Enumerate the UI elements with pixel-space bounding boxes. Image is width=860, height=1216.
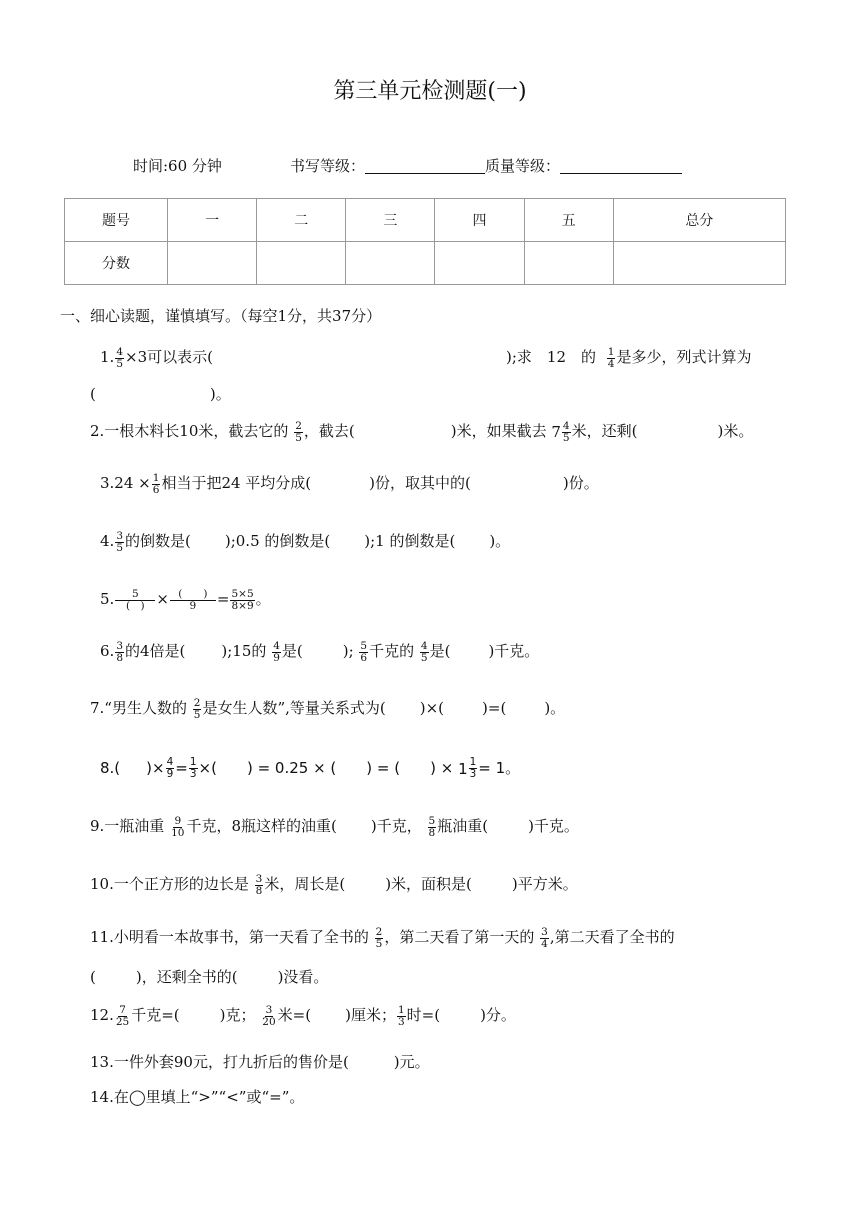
fraction xyxy=(170,589,216,612)
q1-text: ( xyxy=(90,385,96,403)
fraction xyxy=(115,347,124,370)
q9-text: 千克，8瓶这样的油重( xyxy=(186,817,337,835)
question-8 xyxy=(100,757,520,780)
q2-text: 米，还剩( xyxy=(571,422,638,440)
q12-text: )克； xyxy=(219,1006,256,1024)
q12-text: 千克=( xyxy=(131,1006,180,1024)
fraction xyxy=(115,531,124,554)
denominator: 6 xyxy=(360,651,368,664)
q8-text: = 1。 xyxy=(478,759,521,777)
fraction xyxy=(375,927,384,950)
numerator: 7 xyxy=(119,1003,126,1016)
numerator: 4 xyxy=(116,345,123,358)
score-cell[interactable] xyxy=(613,242,785,285)
q6-text: )千克。 xyxy=(488,642,540,660)
quality-grade-label: 质量等级： xyxy=(485,157,561,175)
fraction xyxy=(152,473,161,496)
fraction xyxy=(261,1005,276,1028)
q10-text: 10.一个正方形的边长是 xyxy=(90,875,249,893)
q12-text: )厘米； xyxy=(345,1006,396,1024)
q6-text: 是( xyxy=(281,642,303,660)
q7-text: )。 xyxy=(544,699,566,717)
numerator: 4 xyxy=(420,639,428,652)
q12-text: 12. xyxy=(90,1006,114,1024)
q11-text: )没看。 xyxy=(277,968,329,986)
q12-text: 米=( xyxy=(277,1006,312,1024)
question-12 xyxy=(90,1004,516,1028)
numerator: 1 xyxy=(189,756,197,768)
q7-text: 是女生人数”,等量关系式为( xyxy=(202,699,386,717)
denominator: 5 xyxy=(193,708,201,721)
denominator: 5 xyxy=(562,431,570,444)
q8-text: ) = ( xyxy=(366,759,401,777)
denominator: 5 xyxy=(420,651,428,664)
q8-text: = xyxy=(175,759,188,777)
score-cell[interactable] xyxy=(257,242,346,285)
table-row-label: 分数 xyxy=(65,242,168,285)
time-info: 时间:60 分钟 xyxy=(133,157,222,175)
q11-text: 11.小明看一本故事书，第一天看了全书的 xyxy=(90,928,369,946)
denominator: 10 xyxy=(171,826,185,839)
question-4 xyxy=(100,530,510,554)
table-header-cell: 题号 xyxy=(65,199,168,242)
section-1-heading: 一、细心读题，谨慎填写。（每空1分，共37分） xyxy=(60,307,382,325)
denominator: 4 xyxy=(541,937,548,950)
numerator: 3 xyxy=(541,925,548,938)
numerator: 5 xyxy=(115,589,155,601)
numerator: 3 xyxy=(116,529,123,542)
question-1-line2 xyxy=(90,383,231,404)
numerator: 1 xyxy=(469,756,477,768)
numerator: 5 xyxy=(360,639,368,652)
q8-text: 8.( xyxy=(100,759,121,777)
fraction xyxy=(115,1005,130,1028)
denominator: 20 xyxy=(262,1015,276,1028)
fraction xyxy=(115,641,124,664)
fraction xyxy=(469,757,478,780)
denominator: 9 xyxy=(273,651,280,664)
question-1-line1 xyxy=(100,346,213,370)
question-11-line1 xyxy=(90,926,675,950)
writing-grade-label: 书写等级： xyxy=(290,157,366,175)
numerator: ( ) xyxy=(170,589,216,601)
q6-text: 的4倍是( xyxy=(125,642,186,660)
q5-text: 5. xyxy=(100,590,115,608)
score-cell[interactable] xyxy=(435,242,524,285)
numerator: 1 xyxy=(152,471,160,484)
q3-text: 3.24 × xyxy=(100,474,151,492)
mixed-number xyxy=(551,421,571,444)
numerator: 5×5 xyxy=(231,587,254,600)
whole-part: 1 xyxy=(458,759,468,778)
fraction xyxy=(272,641,281,664)
q5-text: × xyxy=(156,590,169,608)
fraction xyxy=(166,757,175,780)
question-13: 13.一件外套90元，打九折后的售价是( )元。 xyxy=(90,1053,430,1071)
q1-text: ×3可以表示( xyxy=(125,348,213,366)
q1-text: 1. xyxy=(100,348,115,366)
denominator: 3 xyxy=(189,768,197,780)
denominator: 4 xyxy=(607,357,615,370)
q4-text: );0.5 的倒数是( xyxy=(224,532,331,550)
q11-text: )，还剩全书的( xyxy=(135,968,238,986)
numerator: 3 xyxy=(255,872,263,885)
question-11-line2 xyxy=(90,966,328,987)
denominator: 3 xyxy=(397,1015,405,1028)
fraction xyxy=(607,347,616,370)
q9-text: 瓶油重( xyxy=(437,817,489,835)
writing-grade-blank[interactable] xyxy=(365,157,485,174)
fraction xyxy=(562,421,571,444)
q4-text: 4. xyxy=(100,532,115,550)
table-header-cell: 二 xyxy=(257,199,346,242)
q8-text: ) × xyxy=(430,759,459,777)
fraction xyxy=(230,589,254,612)
score-cell[interactable] xyxy=(524,242,613,285)
question-9 xyxy=(90,815,579,839)
denominator: 8 xyxy=(428,826,436,839)
fraction xyxy=(255,874,264,897)
denominator: 6 xyxy=(152,483,160,496)
q1-text: 是多少，列式计算为 xyxy=(616,348,752,366)
score-cell[interactable] xyxy=(346,242,435,285)
fraction xyxy=(294,421,303,444)
q9-text: 9.一瓶油重 xyxy=(90,817,165,835)
q4-text: )。 xyxy=(489,532,511,550)
q8-text: )× xyxy=(146,759,165,777)
question-14: 14.在◯里填上“>”“<”或“=”。 xyxy=(90,1088,305,1106)
numerator: 2 xyxy=(295,419,302,432)
fraction xyxy=(170,816,185,839)
numerator: 2 xyxy=(193,696,201,709)
q4-text: );1 的倒数是( xyxy=(364,532,456,550)
q2-text: )米。 xyxy=(717,422,754,440)
q7-text: )×( xyxy=(419,699,445,717)
q8-text: ×( xyxy=(198,759,217,777)
fraction xyxy=(189,757,198,780)
fraction xyxy=(115,589,155,612)
denominator: 8×9 xyxy=(231,599,254,612)
q11-text: ( xyxy=(90,968,96,986)
q1-text: );求 12 的 xyxy=(506,348,596,366)
fraction xyxy=(420,641,429,664)
q6-text: 是( xyxy=(429,642,451,660)
q9-text: )千克， xyxy=(370,817,422,835)
q10-text: 米，周长是( xyxy=(264,875,346,893)
denominator: 8 xyxy=(255,884,263,897)
question-5 xyxy=(100,588,271,612)
page-title: 第三单元检测题(一) xyxy=(333,79,527,104)
numerator: 4 xyxy=(562,419,570,432)
q6-text: 千克的 xyxy=(369,642,415,660)
writing-grade xyxy=(290,155,682,176)
table-header-row xyxy=(65,199,786,242)
denominator: 3 xyxy=(469,768,477,780)
denominator: 9 xyxy=(166,768,174,780)
question-3 xyxy=(100,472,599,496)
denominator: 8 xyxy=(116,651,123,664)
question-10 xyxy=(90,873,578,897)
table-header-cell: 总分 xyxy=(613,199,785,242)
numerator: 4 xyxy=(273,639,280,652)
fraction xyxy=(193,698,202,721)
numerator: 4 xyxy=(166,756,174,768)
numerator: 1 xyxy=(607,345,615,358)
numerator: 9 xyxy=(174,814,182,827)
denominator: 25 xyxy=(115,1015,130,1028)
mixed-number xyxy=(458,757,478,780)
question-1-line1-right xyxy=(506,346,751,370)
q5-text: = xyxy=(216,590,230,608)
q2-text: 2.一根木料长10米，截去它的 xyxy=(90,422,289,440)
q12-text: )分。 xyxy=(480,1006,516,1024)
denominator: 5 xyxy=(116,357,123,370)
q3-text: 相当于把24 平均分成( xyxy=(161,474,312,492)
q1-text: )。 xyxy=(209,385,231,403)
table-header-cell: 一 xyxy=(168,199,257,242)
q2-text: ，截去( xyxy=(303,422,355,440)
denominator: 5 xyxy=(116,541,123,554)
q3-text: )份。 xyxy=(562,474,599,492)
q11-text: ，第二天看了第一天的 xyxy=(384,928,535,946)
table-header-cell: 五 xyxy=(524,199,613,242)
question-7 xyxy=(90,697,565,721)
q11-text: ,第二天看了全书的 xyxy=(549,928,675,946)
numerator: 5 xyxy=(428,814,436,827)
quality-grade-blank[interactable] xyxy=(560,157,682,174)
fraction xyxy=(540,927,549,950)
q12-text: 时=( xyxy=(406,1006,441,1024)
denominator: 5 xyxy=(375,937,383,950)
score-cell[interactable] xyxy=(168,242,257,285)
q6-text: );15的 xyxy=(221,642,267,660)
fraction xyxy=(428,816,437,839)
fraction xyxy=(359,641,368,664)
q6-text: 6. xyxy=(100,642,115,660)
numerator: 3 xyxy=(265,1003,273,1016)
q9-text: )千克。 xyxy=(528,817,579,835)
table-score-row xyxy=(65,242,786,285)
q5-text: 。 xyxy=(255,590,271,608)
fraction xyxy=(397,1005,406,1028)
q4-text: 的倒数是( xyxy=(125,532,191,550)
q7-text: )=( xyxy=(482,699,507,717)
whole-part: 7 xyxy=(551,423,561,441)
question-2 xyxy=(90,420,753,444)
denominator: ( ) xyxy=(125,599,145,612)
question-6 xyxy=(100,640,539,664)
table-header-cell: 三 xyxy=(346,199,435,242)
numerator: 3 xyxy=(116,639,123,652)
q6-text: ); xyxy=(342,642,354,660)
score-table xyxy=(64,198,786,285)
denominator: 9 xyxy=(189,599,197,612)
q8-text: ) = 0.25 × ( xyxy=(246,759,337,777)
denominator: 5 xyxy=(295,431,302,444)
q10-text: )平方米。 xyxy=(511,875,578,893)
table-header-cell: 四 xyxy=(435,199,524,242)
numerator: 2 xyxy=(375,925,383,938)
q2-text: )米，如果截去 xyxy=(450,422,547,440)
q7-text: 7.“男生人数的 xyxy=(90,699,187,717)
numerator: 1 xyxy=(397,1003,405,1016)
q10-text: )米，面积是( xyxy=(385,875,472,893)
q3-text: )份，取其中的( xyxy=(369,474,471,492)
